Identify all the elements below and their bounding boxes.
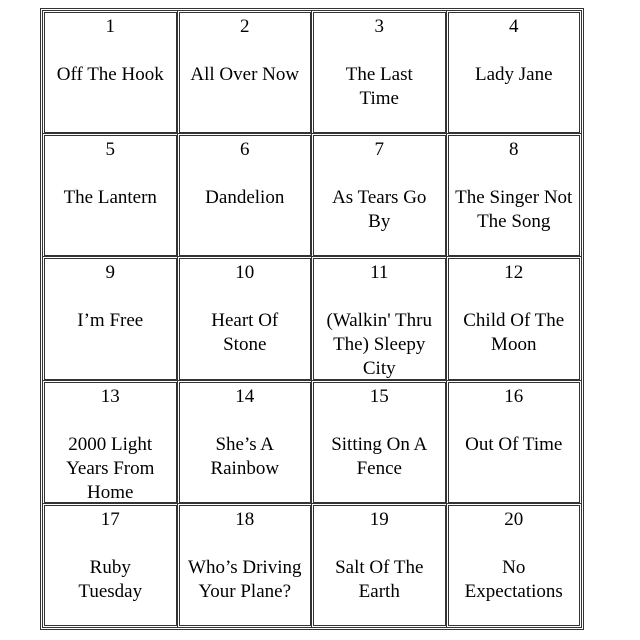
cell-number: 15 — [369, 385, 389, 407]
cell-title: (Walkin' Thru The) Sleepy City — [326, 310, 432, 380]
cell-number: 17 — [100, 508, 120, 530]
cell-title: Ruby Tuesday — [78, 556, 143, 602]
cell-title: Who’s Driving Your Plane? — [188, 556, 302, 602]
cell-title: Child Of The Moon — [463, 310, 565, 356]
cell-title: Lady Jane — [474, 64, 553, 85]
cell-title: The Singer Not The Song — [455, 187, 573, 233]
grid-cell — [42, 256, 179, 381]
cell-number: 9 — [105, 262, 115, 284]
grid-cell — [311, 256, 448, 381]
cell-title: Salt Of The Earth — [335, 556, 424, 602]
cell-number: 8 — [509, 139, 519, 161]
cell-number: 20 — [504, 508, 524, 530]
cell-number: 12 — [504, 262, 524, 284]
grid-cell — [311, 380, 448, 505]
grid-cell — [311, 503, 448, 628]
grid-cell — [177, 380, 314, 505]
cell-title: She’s A Rainbow — [210, 433, 280, 479]
cell-title: Sitting On A Fence — [331, 433, 428, 479]
grid-cell — [446, 10, 583, 135]
cell-number: 5 — [105, 139, 115, 161]
grid-cell — [446, 256, 583, 381]
cell-title: Out Of Time — [465, 433, 563, 455]
cell-number: 6 — [240, 139, 250, 161]
grid-cell — [311, 133, 448, 258]
cell-number: 13 — [100, 385, 120, 407]
cell-number: 7 — [374, 139, 384, 161]
cell-title: The Lantern — [63, 187, 157, 209]
cell-number: 19 — [369, 508, 389, 530]
cell-title: All Over Now — [190, 64, 300, 85]
cell-title: Dandelion — [205, 187, 285, 209]
grid-cell — [446, 380, 583, 505]
grid-cell — [177, 503, 314, 628]
cell-number: 1 — [105, 16, 115, 37]
cell-title: The Last Time — [345, 64, 413, 109]
grid-cell — [311, 10, 448, 135]
cell-number: 18 — [235, 508, 255, 530]
cell-title: Heart Of Stone — [211, 310, 279, 356]
grid-cell — [42, 503, 179, 628]
cell-number: 16 — [504, 385, 524, 407]
grid-cell — [177, 133, 314, 258]
cell-number: 4 — [509, 16, 519, 37]
grid-cell — [446, 133, 583, 258]
cell-title: Off The Hook — [56, 64, 164, 85]
cell-number: 10 — [235, 262, 255, 284]
grid-cell — [446, 503, 583, 628]
grid-cell — [177, 256, 314, 381]
cell-number: 11 — [370, 262, 389, 284]
grid-cell — [177, 10, 314, 135]
cell-number: 3 — [374, 16, 384, 37]
cell-number: 2 — [240, 16, 250, 37]
cell-number: 14 — [235, 385, 255, 407]
cell-title: No Expectations — [464, 556, 563, 602]
grid-cell — [42, 380, 179, 505]
grid-cell — [42, 133, 179, 258]
cell-title: 2000 Light Years From Home — [66, 433, 155, 503]
grid-cell — [42, 10, 179, 135]
song-grid — [40, 8, 584, 630]
cell-title: I’m Free — [77, 310, 144, 332]
cell-title: As Tears Go By — [332, 187, 427, 233]
